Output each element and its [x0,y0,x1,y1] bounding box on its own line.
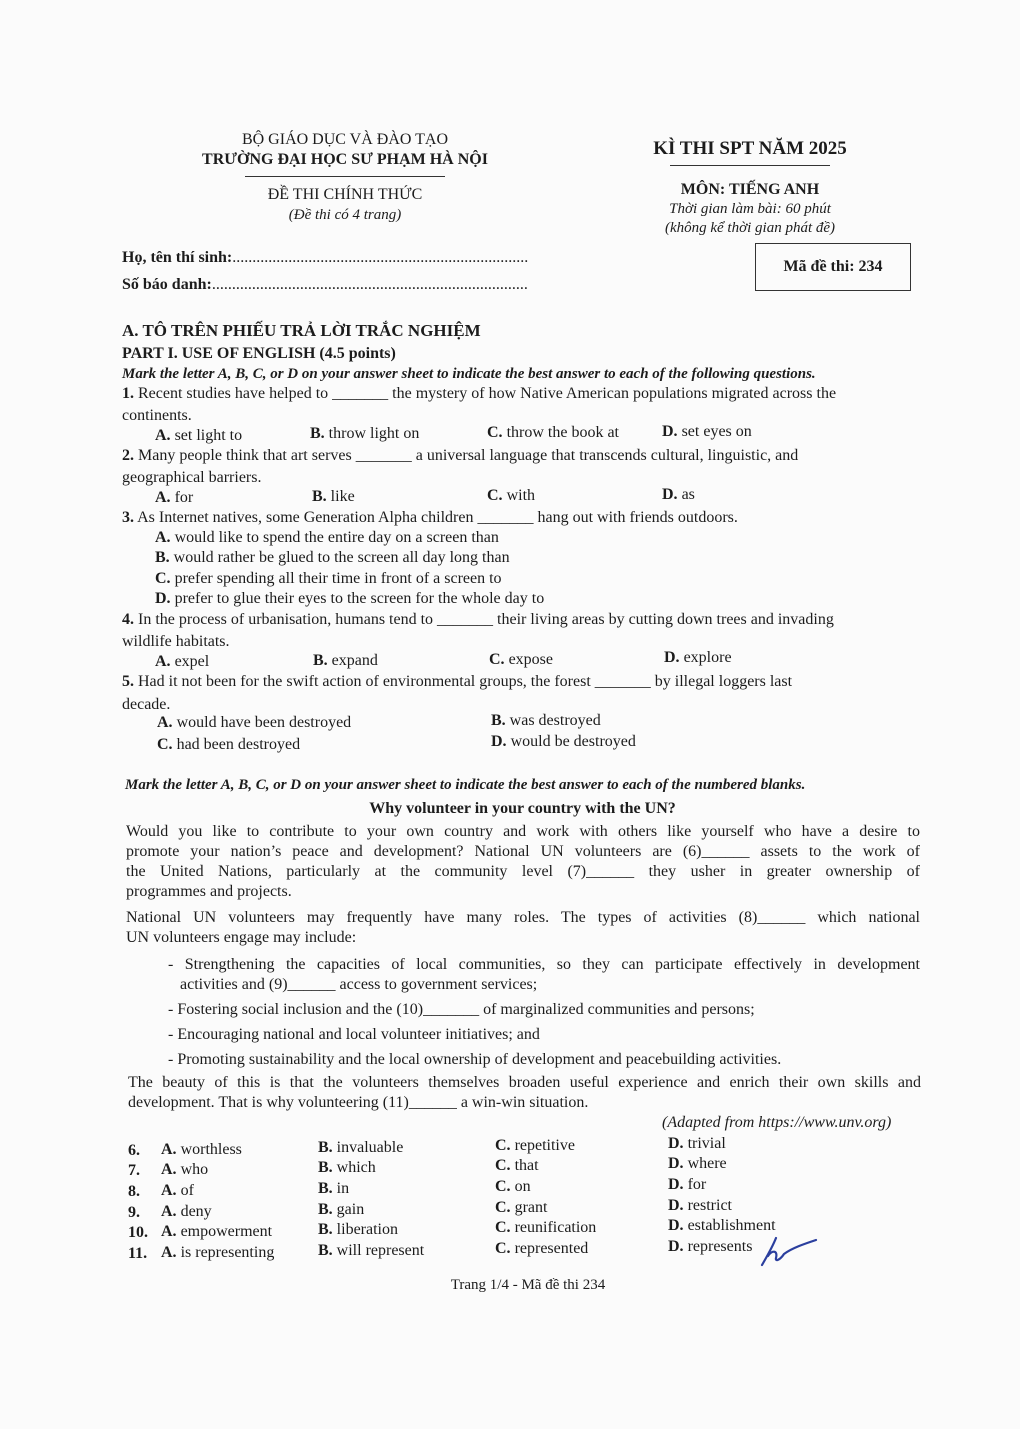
bullet-3: - Encouraging national and local volunteer initiatives; and [168,1026,540,1043]
q8-option-d[interactable]: D. for [668,1176,707,1193]
question-2-line-2: geographical barriers. [122,469,262,486]
q4-option-a[interactable]: A. expel [155,653,210,670]
passage-bullets [168,955,920,1070]
q11-option-a[interactable]: A. is representing [161,1244,275,1261]
signature-mark [758,1234,818,1268]
exam-title-rule [670,165,830,166]
q1-option-b[interactable]: B. throw light on [310,425,420,442]
q6-option-a[interactable]: A. worthless [161,1141,242,1158]
bullet-4: - Promoting sustainability and the local ownership of development and peacebuilding activities. [168,1051,782,1068]
opt-row-6-num: 6. [128,1142,140,1159]
part1-title: PART I. USE OF ENGLISH (4.5 points) [122,345,396,362]
q10-option-d[interactable]: D. establishment [668,1217,776,1234]
question-4-line-2: wildlife habitats. [122,633,230,650]
candidate-id-label: Số báo danh: [122,276,212,293]
q8-option-c[interactable]: C. on [495,1178,531,1195]
passage-source: (Adapted from https://www.unv.org) [662,1114,892,1131]
q11-option-c[interactable]: C. represented [495,1240,589,1257]
q5-option-c[interactable]: C. had been destroyed [157,736,301,753]
q7-option-d[interactable]: D. where [668,1155,727,1172]
q3-option-b[interactable]: B. would rather be glued to the screen all day long than [155,549,510,566]
header-rule [245,176,445,177]
exam-code-box: Mã đề thi: 234 [755,243,911,291]
q3-option-d[interactable]: D. prefer to glue their eyes to the screen for the whole day to [155,590,545,607]
q9-option-c[interactable]: C. grant [495,1199,548,1216]
q1-option-a[interactable]: A. set light to [155,427,243,444]
pages-note: (Đề thi có 4 trang) [288,207,402,223]
q4-option-b[interactable]: B. expand [313,652,378,669]
q8-option-b[interactable]: B. in [318,1180,350,1197]
q6-option-d[interactable]: D. trivial [668,1135,726,1152]
bullet-1-cont: activities and (9)______ access to government services; [180,976,538,993]
q6-option-b[interactable]: B. invaluable [318,1139,404,1156]
q2-option-a[interactable]: A. for [155,489,194,506]
exam-time: Thời gian làm bài: 60 phút [669,201,831,217]
header-left [180,130,510,225]
q7-option-b[interactable]: B. which [318,1159,376,1176]
question-4-line-1: 4. In the process of urbanisation, humans tend to _______ their living areas by cutting down trees and invading [122,611,834,628]
q11-option-d[interactable]: D. represents [668,1238,753,1255]
opt-row-7-num: 7. [128,1162,140,1179]
university-name: TRƯỜNG ĐẠI HỌC SƯ PHẠM HÀ NỘI [202,151,488,168]
section-a-title: A. TÔ TRÊN PHIẾU TRẢ LỜI TRẮC NGHIỆM [122,321,481,340]
question-1-line-2: continents. [122,407,192,424]
candidate-name-dots: .......................................................................... [232,249,529,266]
candidate-name-field [122,248,528,268]
q2-option-c[interactable]: C. with [487,487,536,504]
q9-option-d[interactable]: D. restrict [668,1197,732,1214]
opt-row-9-num: 9. [128,1204,140,1221]
passage-paragraph-3: The beauty of this is that the volunteers themselves broaden useful experience and enrich their own skills and development. That is why volunteering (11)______ a win-win situation. [128,1074,921,1111]
subject: MÔN: TIẾNG ANH [680,181,820,198]
question-1-line-1: 1. Recent studies have helped to _______ the mystery of how Native American populations migrated across the [122,385,837,402]
q3-option-a[interactable]: A. would like to spend the entire day on a screen than [155,529,499,546]
q6-option-c[interactable]: C. repetitive [495,1137,575,1154]
passage-paragraph-1: Would you like to contribute to your own country and work with others like yourself who have a desire to promote your nation’s peace and development? National UN volunteers are (6)______ assets to the work of the United Nations, particularly at the community level (7)______ they usher in greater ownership of programmes and projects. [126,823,920,900]
q1-option-d[interactable]: D. set eyes on [662,423,752,440]
candidate-id-field [122,275,528,295]
bullet-2: - Fostering social inclusion and the (10)_______ of marginalized communities and persons; [168,1001,755,1018]
q4-option-c[interactable]: C. expose [489,651,553,668]
header-right [625,137,875,238]
candidate-name-label: Họ, tên thí sinh: [122,249,233,266]
question-5-line-1: 5. Had it not been for the swift action of environmental groups, the forest _______ by illegal loggers last [122,673,793,690]
q2-option-b[interactable]: B. like [312,488,355,505]
q4-option-d[interactable]: D. explore [664,649,732,666]
q8-option-a[interactable]: A. of [161,1182,194,1199]
page-footer: Trang 1/4 - Mã đề thi 234 [450,1277,606,1293]
q9-option-a[interactable]: A. deny [161,1203,212,1220]
passage-paragraph-2: National UN volunteers may frequently have many roles. The types of activities (8)______ which national UN volunteers engage may include: [126,909,920,946]
q1-option-c[interactable]: C. throw the book at [487,424,619,441]
q10-option-c[interactable]: C. reunification [495,1219,597,1236]
official-label: ĐỀ THI CHÍNH THỨC [267,186,423,203]
time-note: (không kể thời gian phát đề) [664,220,836,236]
opt-row-8-num: 8. [128,1183,140,1200]
ministry-name: BỘ GIÁO DỤC VÀ ĐÀO TẠO [241,131,449,148]
candidate-id-dots: ............................................................................... [211,276,528,293]
instruction-1: Mark the letter A, B, C, or D on your answer sheet to indicate the best answer to each of the following questions. [122,366,816,382]
passage-title: Why volunteer in your country with the UN? [369,800,676,817]
q11-option-b[interactable]: B. will represent [318,1242,425,1259]
opt-row-11-num: 11. [128,1245,148,1262]
q2-option-d[interactable]: D. as [662,486,695,503]
q9-option-b[interactable]: B. gain [318,1201,365,1218]
question-5-line-2: decade. [122,696,171,713]
bullet-1: - Strengthening the capacities of local communities, so they can participate effectively in development [168,956,920,973]
opt-row-10-num: 10. [128,1224,148,1241]
q10-option-a[interactable]: A. empowerment [161,1223,273,1240]
exam-title: KÌ THI SPT NĂM 2025 [653,138,847,159]
q7-option-c[interactable]: C. that [495,1157,539,1174]
q7-option-a[interactable]: A. who [161,1161,209,1178]
q5-option-d[interactable]: D. would be destroyed [491,733,636,750]
q10-option-b[interactable]: B. liberation [318,1221,398,1238]
question-2-line-1: 2. Many people think that art serves _______ a universal language that transcends cultural, linguistic, and [122,447,799,464]
q5-option-b[interactable]: B. was destroyed [491,712,601,729]
q5-option-a[interactable]: A. would have been destroyed [157,714,352,731]
question-3-line-1: 3. As Internet natives, some Generation Alpha children _______ hang out with friends outdoors. [122,509,738,526]
instruction-2: Mark the letter A, B, C, or D on your answer sheet to indicate the best answer to each of the numbered blanks. [125,777,806,793]
q3-option-c[interactable]: C. prefer spending all their time in front of a screen to [155,570,502,587]
